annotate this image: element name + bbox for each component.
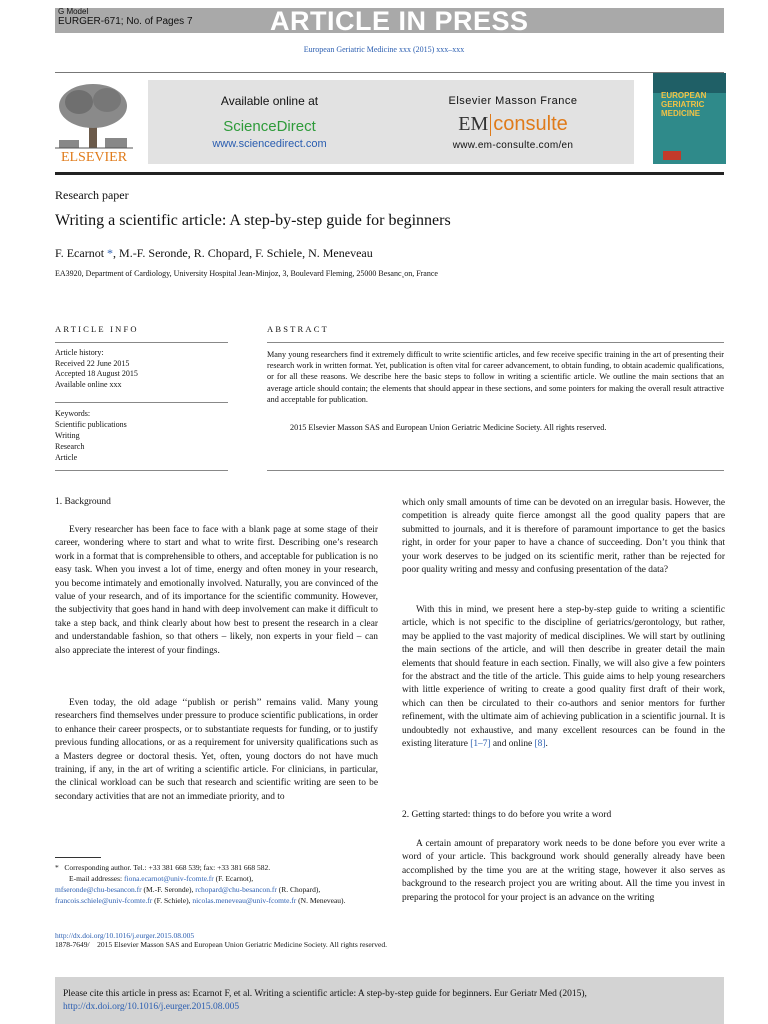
author-rest: , M.-F. Seronde, R. Chopard, F. Schiele, N. Meneveau: [113, 246, 373, 260]
email-link[interactable]: francois.schiele@univ-fcomte.fr: [55, 896, 153, 905]
history-line: Available online xxx: [55, 379, 122, 389]
email-owner: (F. Ecarnot),: [213, 874, 254, 883]
keyword-line: Article: [55, 453, 78, 462]
section-heading: 1. Background: [55, 497, 111, 507]
keyword-line: Keywords:: [55, 409, 91, 418]
paragraph: Every researcher has been face to face with a blank page at some stage of their career, wondering where to start and what to write first. Describing one’s research work in a format that is comprehensible to others, and acceptable for publication is no easy task. When you invest a lot of time, energy and often money in your research, you become intimately and emotionally involved. Naturally, you are convinced of the value of your research, and of its importance for the scientific community. However, the subjectivity that goes hand in hand with deep involvement can make it difficult to take a step back, and think clearly about how best to present the research in a clear and understandable fashion, so that others – likely, non experts in your field – can also appreciate the interest of your findings.: [55, 525, 378, 656]
divider: [55, 402, 228, 403]
article-history: [55, 348, 138, 390]
footnote-star: *: [55, 863, 59, 872]
author-first: F. Ecarnot: [55, 246, 105, 260]
keywords: [55, 408, 127, 463]
consulte-logo-text: consulte: [493, 113, 568, 135]
keyword-line: Writing: [55, 431, 80, 440]
article-in-press-label: ARTICLE IN PRESS: [270, 6, 529, 36]
paragraph: which only small amounts of time can be devoted on an irregular basis. However, the competition is already quite fierce amongst all the good quality papers that are submitted to journals, and it is therefore of paramount importance to get the basics right, in order for your paper to have a chance of succeeding. Don’t you think that your work deserves to be judged on its scientific merit, rather than be rejected for poor quality writing and messy and confusing presentation of the data?: [402, 498, 725, 576]
cover-title: EUROPEAN GERIATRIC MEDICINE: [661, 91, 707, 118]
abstract-text: Many young researchers find it extremely difficult to write scientific articles, and few receive specific training in the art of presenting their research work in written format. Yet, publication is often vital for career advancement, to obtain funding, to obtain academic qualifications, or for all these reasons. We describe here the basic steps to follow in writing a scientific article. We outline the main sections that an average article should contain; the elements that should appear in these sections, and some pointers for making the overall result attractive and acceptable for publication.: [267, 350, 724, 404]
cover-band: [653, 73, 726, 93]
author-list: [55, 246, 373, 261]
divider: [55, 72, 724, 73]
history-line: Received 22 June 2015: [55, 358, 130, 368]
affiliation: EA3920, Department of Cardiology, University Hospital Jean-Minjoz, 3, Boulevard Fleming, 25000 Besanc¸on, France: [55, 269, 438, 278]
email-link[interactable]: rchopard@chu-besancon.fr: [195, 885, 277, 894]
divider: [267, 470, 724, 471]
header-divider: [55, 172, 724, 175]
footnote-rule: [55, 857, 101, 858]
keyword-line: Research: [55, 442, 85, 451]
issn-copyright: 2015 Elsevier Masson SAS and European Union Geriatric Medicine Society. All rights reserved.: [97, 940, 387, 949]
em-france-label: Elsevier Masson France: [448, 95, 578, 107]
article-ref: EURGER-671; No. of Pages 7: [58, 16, 193, 27]
corresponding-author-link[interactable]: *: [107, 246, 114, 260]
em-consulte-logo: [392, 113, 634, 136]
paragraph-text: With this in mind, we present here a step-by-step guide to writing a scientific article, which is not specific to the discipline of geriatrics/gerontology, but rather, may be applied to the vast majority of medical disciplines. We will start by outlining the main sections of the article, and will then describe in greater detail the main elements that should feature in each section. Finally, we will also give a few pointers for the abstract and the title of the article. This guide aims to help young researchers with little experience of writing to create a good quality first draft of their work, which can then be circulated to their co-authors and senior mentors for further refinement, with the ultimate aim of achieving publication in a scientific journal. It is undoubtedly not exhaustive, and many excellent resources can be found in the existing literature: [402, 605, 725, 750]
em-logo-text: EM: [458, 113, 489, 135]
sciencedirect-logo: ScienceDirect: [223, 118, 316, 135]
citation-link[interactable]: [8]: [534, 739, 546, 750]
issn-line: [55, 940, 387, 949]
history-line: Article history:: [55, 348, 104, 357]
journal-cover: [653, 73, 726, 164]
divider: [267, 342, 724, 343]
corresponding-author-note: Corresponding author. Tel.: +33 381 668 539; fax: +33 381 668 582.: [64, 863, 271, 872]
doi-link[interactable]: http://dx.doi.org/10.1016/j.eurger.2015.08.005: [55, 931, 195, 940]
citation-link[interactable]: [1–7]: [470, 739, 491, 750]
keyword-line: Scientific publications: [55, 420, 127, 429]
abstract-heading: ABSTRACT: [267, 324, 329, 334]
elsevier-wordmark: ELSEVIER: [60, 150, 128, 165]
abstract-copyright: 2015 Elsevier Masson SAS and European Union Geriatric Medicine Society. All rights reserved.: [290, 423, 607, 432]
sciencedirect-link[interactable]: www.sciencedirect.com: [212, 138, 327, 150]
article-title: Writing a scientific article: A step-by-step guide for beginners: [55, 212, 451, 229]
section-heading: 2. Getting started: things to do before you write a word: [402, 810, 612, 820]
history-line: Accepted 18 August 2015: [55, 369, 138, 378]
available-online-label: Available online at: [220, 94, 319, 108]
elsevier-logo: [55, 80, 133, 166]
paragraph: [402, 604, 725, 751]
em-consulte-link[interactable]: www.em-consulte.com/en: [452, 140, 574, 151]
footnote: [55, 862, 355, 906]
article-info-heading: ARTICLE INFO: [55, 324, 139, 334]
paragraph: Even today, the old adage ‘‘publish or perish’’ remains valid. Many young researchers find themselves under pressure to produce scientific publications, in order to enhance their career prospects, or to substantiate requests for funding, or to justify previous funding allocations, or as a requirement for university qualifications such as a Masters degree or doctoral thesis. Yet, often, young doctors do not have much training, if any, in the art of writing a scientific article. For clinicians, in particular, the clinical workload can be such that research and scientific writing are seen to be secondary activities that are not an immediate priority, and to: [55, 698, 378, 802]
em-logo-divider: [490, 114, 491, 136]
email-link[interactable]: nicolas.meneveau@univ-fcomte.fr: [192, 896, 297, 905]
email-owner: (M.-F. Seronde),: [141, 885, 196, 894]
paragraph: A certain amount of preparatory work needs to be done before you ever write a word of your article. This background work should generally already have been accomplished by the time you are at the writing stage, however it also serves as background to the research project you are writing about. All the time you invest in preparing the protocol for your project is an advance on the writing: [402, 839, 725, 903]
email-label: E-mail addresses:: [69, 874, 124, 883]
paragraph-text: and online: [490, 739, 535, 750]
divider: [55, 342, 228, 343]
article-type: Research paper: [55, 188, 129, 202]
paragraph-text: .: [545, 739, 548, 750]
email-owner: (R. Chopard),: [276, 885, 321, 894]
cite-sentence: Please cite this article in press as: Ecarnot F, et al. Writing a scientific article: A step-by-step guide for beginners. Eur Geriatr Med (2015),: [63, 989, 587, 999]
divider: [55, 470, 228, 471]
journal-line[interactable]: European Geriatric Medicine xxx (2015) xxx–xxx: [303, 45, 465, 54]
email-owner: (N. Meneveau).: [296, 896, 346, 905]
g-model-label: G Model: [58, 7, 89, 16]
issn: 1878-7649/: [55, 940, 90, 949]
cite-text: [63, 988, 713, 1014]
cover-mark: [663, 151, 681, 160]
email-owner: (F. Schiele),: [152, 896, 193, 905]
email-link[interactable]: fiona.ecarnot@univ-fcomte.fr: [123, 874, 214, 883]
cite-doi-link[interactable]: http://dx.doi.org/10.1016/j.eurger.2015.08.005: [63, 1002, 240, 1012]
email-link[interactable]: mfseronde@chu-besancon.fr: [55, 885, 142, 894]
